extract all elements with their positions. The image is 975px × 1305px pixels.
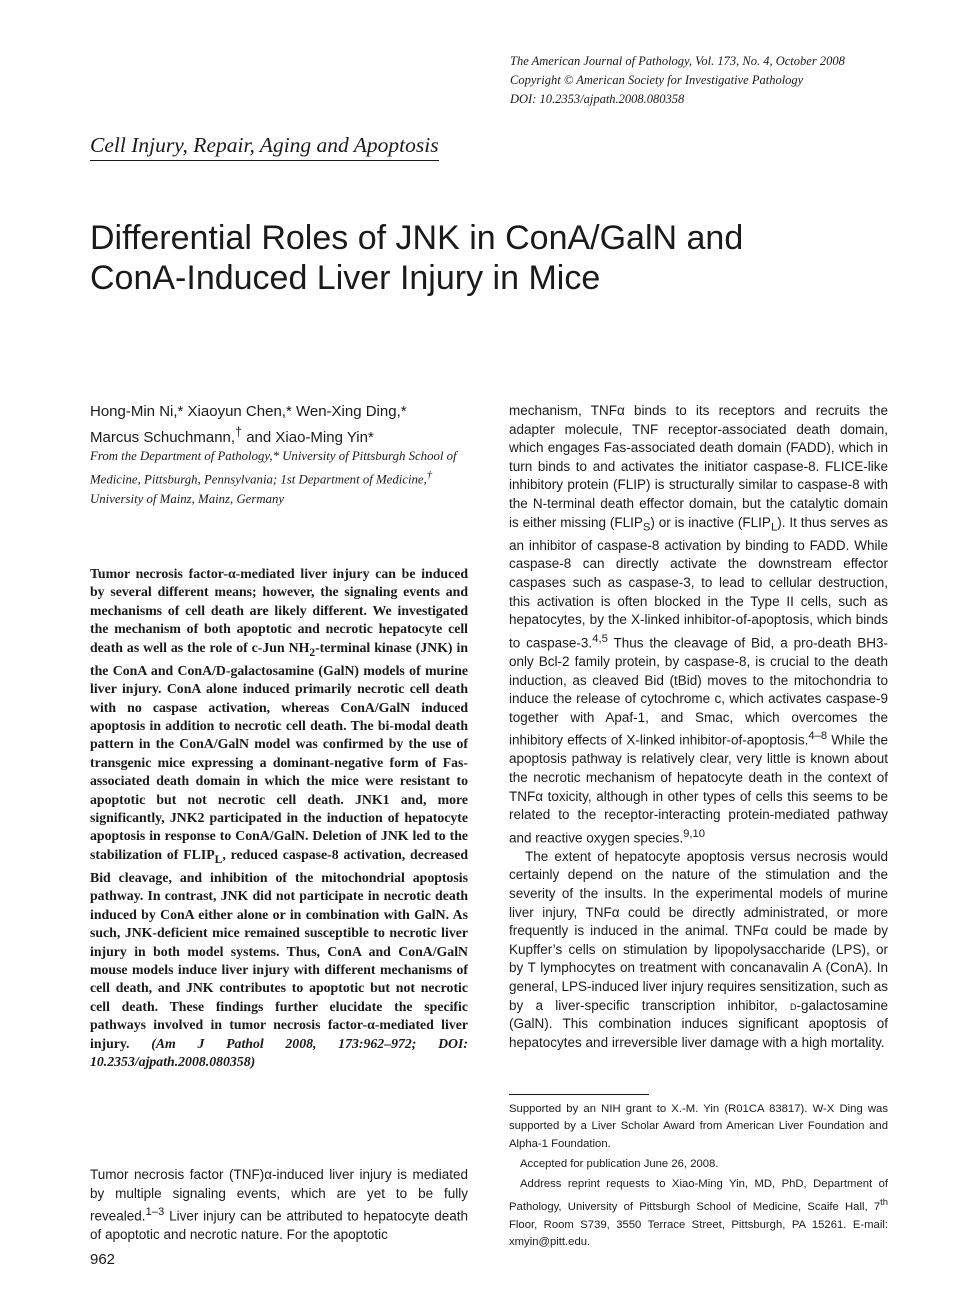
- accepted-footnote: Accepted for publication June 26, 2008.: [520, 1157, 719, 1170]
- reference-superscript: 4–8: [808, 730, 828, 743]
- affiliation-mark: *: [400, 403, 407, 420]
- author-name: Hong-Min Ni,: [90, 403, 178, 420]
- abstract: [90, 565, 468, 1071]
- body-text: ). It thus serves as an inhibitor of caspase-8 activation by binding to FADD. While caspase-8 can directly activate the downstream effector caspases such as caspase-3, to lead to cellular destruction, this activation is often blocked in the Type II cells, such as hepatocytes, by the X-linked inhibitor-of-apoptosis, which binds to caspase-3.: [509, 514, 888, 651]
- intro-paragraph: [90, 1166, 468, 1245]
- body-text: ) or is inactive (FLIP: [650, 514, 771, 530]
- right-column: [509, 402, 888, 1052]
- body-paragraph: [509, 402, 888, 848]
- affiliation-mark: †: [426, 470, 433, 482]
- body-text: The extent of hepatocyte apoptosis versus necrosis would certainly depend on the nature of the stimulation and the severity of the insults. In the experimental models of murine liver injury, TNFα could be directly administrated, or more frequently is induced in the animal. TNFα could be made by Kupffer’s cells on stimulation by lipopolysaccharide (LPS), or by T lymphocytes on treatment with concanavalin A (ConA). In general, LPS-induced liver injury requires sensitization, such as by a liver-specific transcription inhibitor,: [509, 848, 888, 1013]
- subscript: L: [770, 521, 778, 534]
- affiliation-text: University of Mainz, Mainz, Germany: [90, 491, 285, 506]
- abstract-text: Tumor necrosis factor-α-mediated liver injury can be induced by several different means; however, the signaling events and mechanisms of cell death are likely different. We investigated the mechanism of both apoptotic and necrotic hepatocyte cell death as well as the role of c-Jun NH: [90, 566, 468, 655]
- affiliation-mark: †: [235, 425, 243, 439]
- article-title: [90, 218, 850, 298]
- footnote-text: Address reprint requests to Xiao-Ming Yin, MD, PhD, Department of Pathology, University of Pittsburgh School of Medicine, Scaife Hall, 7: [509, 1178, 888, 1214]
- ordinal-superscript: th: [880, 1196, 888, 1208]
- affiliation-text: From the Department of Pathology,: [90, 449, 273, 463]
- affiliation-text: University of Pittsburgh School of Medicine, Pittsburgh, Pennsylvania; 1st Department of Medicine,: [90, 449, 457, 487]
- reference-superscript: 9,10: [683, 827, 706, 840]
- journal-header: [510, 52, 950, 109]
- author-name: Wen-Xing Ding,: [295, 403, 401, 420]
- copyright-line: Copyright © American Society for Investigative Pathology: [510, 73, 804, 87]
- reference-superscript: 4,5: [592, 632, 608, 645]
- journal-citation-line: The American Journal of Pathology, Vol. 173, No. 4, October 2008: [510, 54, 845, 68]
- subscript: S: [642, 521, 651, 534]
- footnote-text: Floor, Room S739, 3550 Terrace Street, Pittsburgh, PA 15261. E-mail: xmyin@pitt.edu.: [509, 1218, 888, 1248]
- body-text: Tumor necrosis factor (TNF)α-induced liver injury is mediated by multiple signaling events, which are yet to be fully revealed.: [90, 1167, 468, 1224]
- body-text: Liver injury can be attributed to hepatocyte death of apoptotic and necrotic nature. For the apoptotic: [90, 1208, 468, 1243]
- small-caps-text: d: [789, 997, 797, 1013]
- abstract-text: , reduced caspase-8 activation, decreased Bid cleavage, and inhibition of the mitochondrial apoptosis pathway. In contrast, JNK did not participate in necrotic death induced by ConA either alone or in combination with GalN. As such, JNK-deficient mice remained susceptible to necrotic liver injury in both model systems. Thus, ConA and ConA/GalN mouse models induce liver injury with different mechanisms of cell death, and JNK contributes to apoptotic but not necrotic cell death. These findings further elucidate the specific pathways involved in tumor necrosis factor-α-mediated liver injury.: [90, 846, 469, 1051]
- body-text: Thus the cleavage of Bid, a pro-death BH3-only Bcl-2 family protein, by caspase-8, is crucial to the death induction, as cleaved Bid (tBid) moves to the mitochondria to induce the release of cytochrome c, which activates caspase-9 together with Apaf-1, and Smac, which overcomes the inhibitory effects of X-linked inhibitor-of-apoptosis.: [509, 635, 888, 748]
- section-title: Cell Injury, Repair, Aging and Apoptosis: [90, 131, 439, 161]
- affiliation-mark: *: [285, 403, 292, 420]
- footnotes: [509, 1101, 888, 1254]
- author-name: and Xiao-Ming Yin: [246, 429, 368, 446]
- subscript: 2: [309, 646, 316, 659]
- reference-superscript: 1–3: [145, 1206, 165, 1219]
- author-name: Xiaoyun Chen,: [187, 403, 286, 420]
- article-title-line-2: ConA-Induced Liver Injury in Mice: [90, 259, 601, 297]
- reprint-footnote: [509, 1176, 888, 1251]
- affiliation-mark: *: [177, 403, 184, 420]
- footnote-divider: [509, 1094, 649, 1095]
- funding-footnote: Supported by an NIH grant to X.-M. Yin (R01CA 83817). W-X Ding was supported by a Liver Scholar Award from American Liver Foundation and Alpha-1 Foundation.: [509, 1103, 888, 1150]
- affiliations: [90, 447, 475, 509]
- affiliation-mark: *: [272, 449, 279, 463]
- author-list: [90, 402, 480, 448]
- author-name: Marcus Schuchmann,: [90, 429, 236, 446]
- body-text: While the apoptosis pathway is relatively clear, very little is known about the necrotic mechanism of hepatocyte death in the context of TNFα toxicity, although in other types of cells this seems to be related to the receptor-interacting protein-mediated pathway and reactive oxygen species.: [509, 732, 888, 846]
- affiliation-mark: *: [367, 429, 374, 446]
- body-text: mechanism, TNFα binds to its receptors and recruits the adapter molecule, TNF receptor-associated death domain, which engages Fas-associated death domain (FADD), which in turn binds to and activates the initiator caspase-8. FLICE-like inhibitory protein (FLIP) is structurally similar to caspase-8 with the N-terminal death effector domain, but the catalytic domain is either missing (FLIP: [509, 403, 888, 530]
- body-paragraph: [509, 848, 888, 1053]
- abstract-citation: (Am J Pathol 2008, 173:962–972; DOI: 10.2353/ajpath.2008.080358): [90, 1035, 468, 1070]
- page-number: 962: [90, 1251, 116, 1268]
- article-title-line-1: Differential Roles of JNK in ConA/GalN and: [90, 219, 744, 257]
- doi-line: DOI: 10.2353/ajpath.2008.080358: [510, 92, 685, 106]
- body-text: -galactosamine (GalN). This combination induces significant apoptosis of hepatocytes and irreversible liver damage with a high mortality.: [509, 997, 888, 1050]
- abstract-text: -terminal kinase (JNK) in the ConA and ConA/D-galactosamine (GalN) models of murine liver injury. ConA alone induced primarily necrotic cell death with no caspase activation, whereas ConA/GalN induced apoptosis in addition to necrotic cell death. The bi-modal death pattern in the ConA/GalN model was confirmed by the use of transgenic mice expressing a dominant-negative form of Fas-associated death domain in which the mice were resistant to apoptotic but not necrotic cell death. JNK1 and, more significantly, JNK2 participated in the induction of hepatocyte apoptosis in response to ConA/GalN. Deletion of JNK led to the stabilization of FLIP: [90, 639, 469, 862]
- subscript: L: [214, 853, 223, 866]
